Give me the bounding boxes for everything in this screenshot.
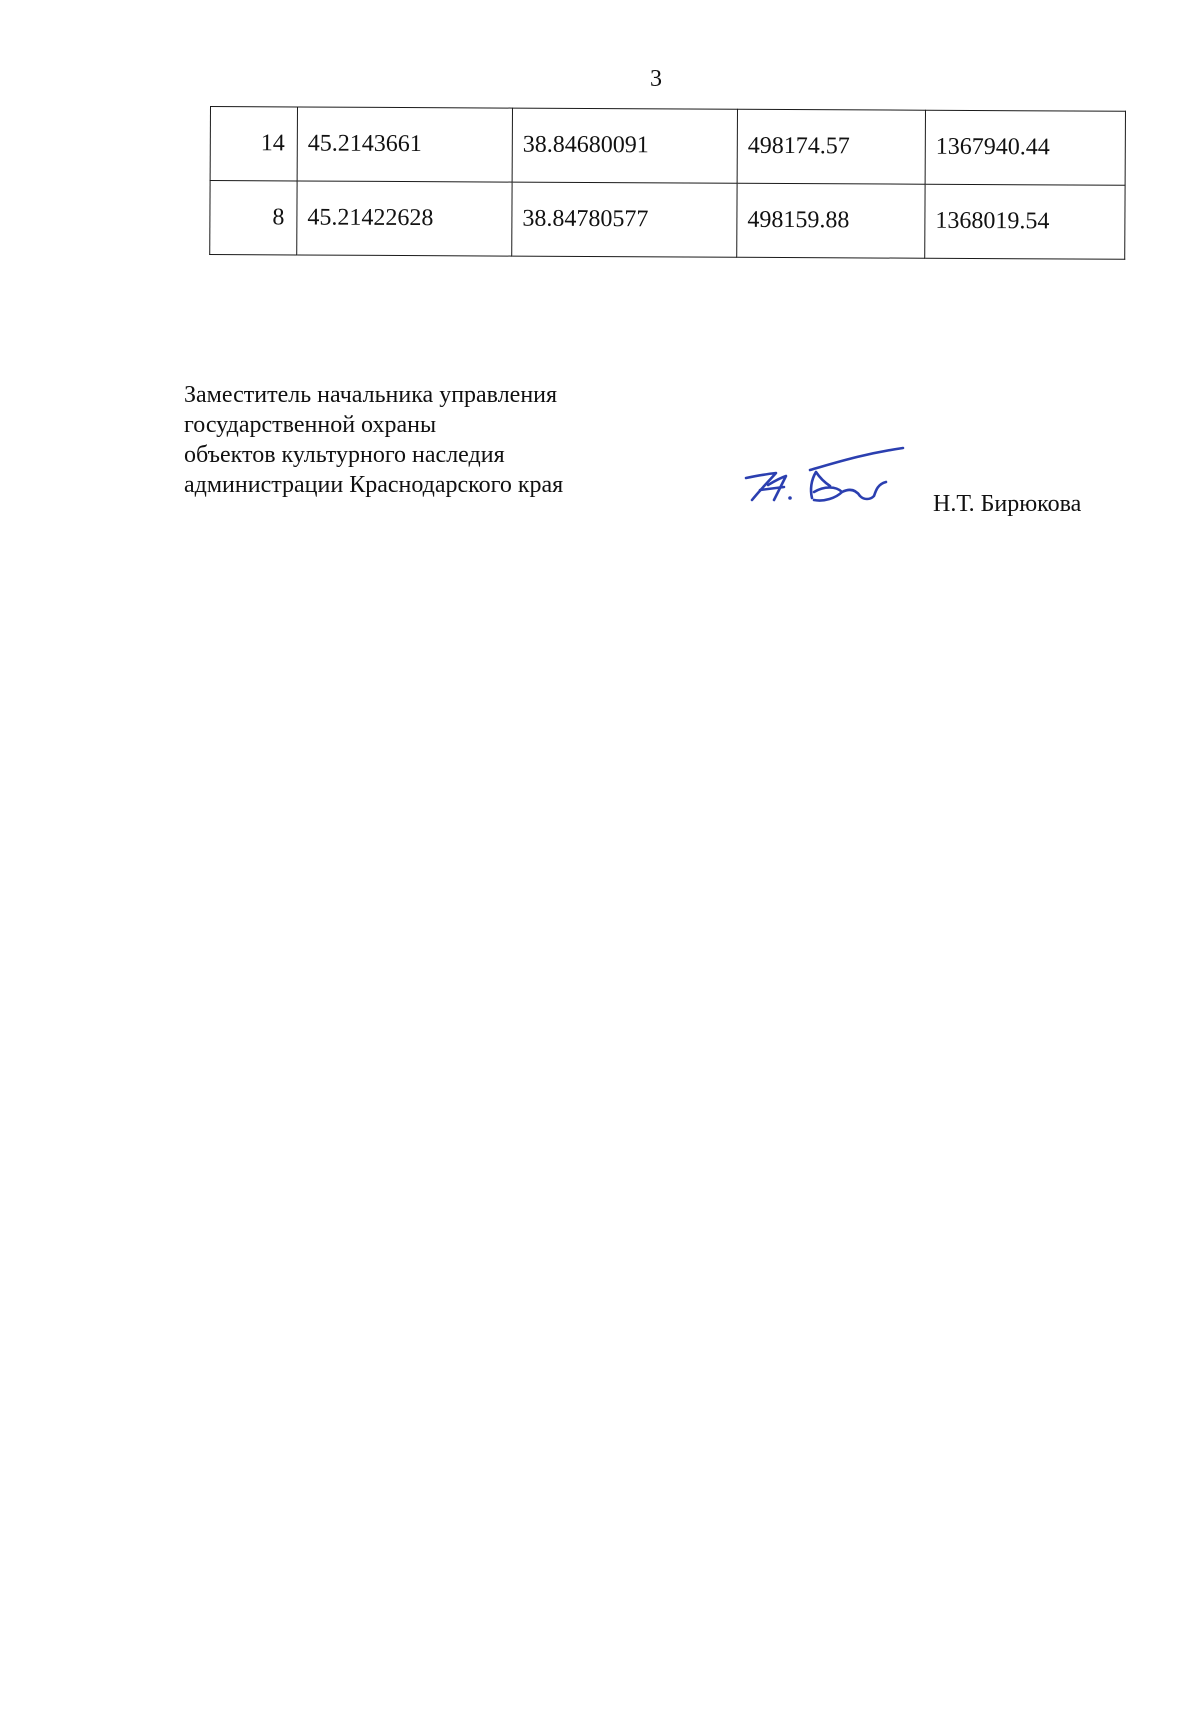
table-row bbox=[210, 181, 1125, 260]
table-row bbox=[210, 107, 1125, 186]
handwritten-signature bbox=[738, 440, 908, 520]
coordinates-table bbox=[209, 106, 1126, 260]
position-line: объектов культурного наследия bbox=[184, 442, 505, 468]
x-coordinate-cell: 498174.57 bbox=[737, 109, 925, 184]
y-coordinate-cell: 1367940.44 bbox=[925, 110, 1125, 185]
page-number: 3 bbox=[650, 66, 662, 92]
latitude-cell: 45.21422628 bbox=[297, 181, 512, 256]
x-coordinate-cell: 498159.88 bbox=[737, 183, 925, 258]
latitude-cell: 45.2143661 bbox=[297, 107, 512, 182]
position-line: государственной охраны bbox=[184, 412, 437, 438]
position-line: Заместитель начальника управления bbox=[184, 382, 558, 408]
y-coordinate-cell: 1368019.54 bbox=[925, 184, 1125, 259]
position-line: администрации Краснодарского края bbox=[184, 472, 564, 498]
point-number-cell: 8 bbox=[210, 181, 297, 255]
signer-name: Н.Т. Бирюкова bbox=[933, 491, 1082, 517]
signatory-position bbox=[184, 380, 563, 500]
longitude-cell: 38.84680091 bbox=[512, 108, 737, 183]
point-number-cell: 14 bbox=[210, 107, 297, 181]
longitude-cell: 38.84780577 bbox=[512, 182, 737, 257]
